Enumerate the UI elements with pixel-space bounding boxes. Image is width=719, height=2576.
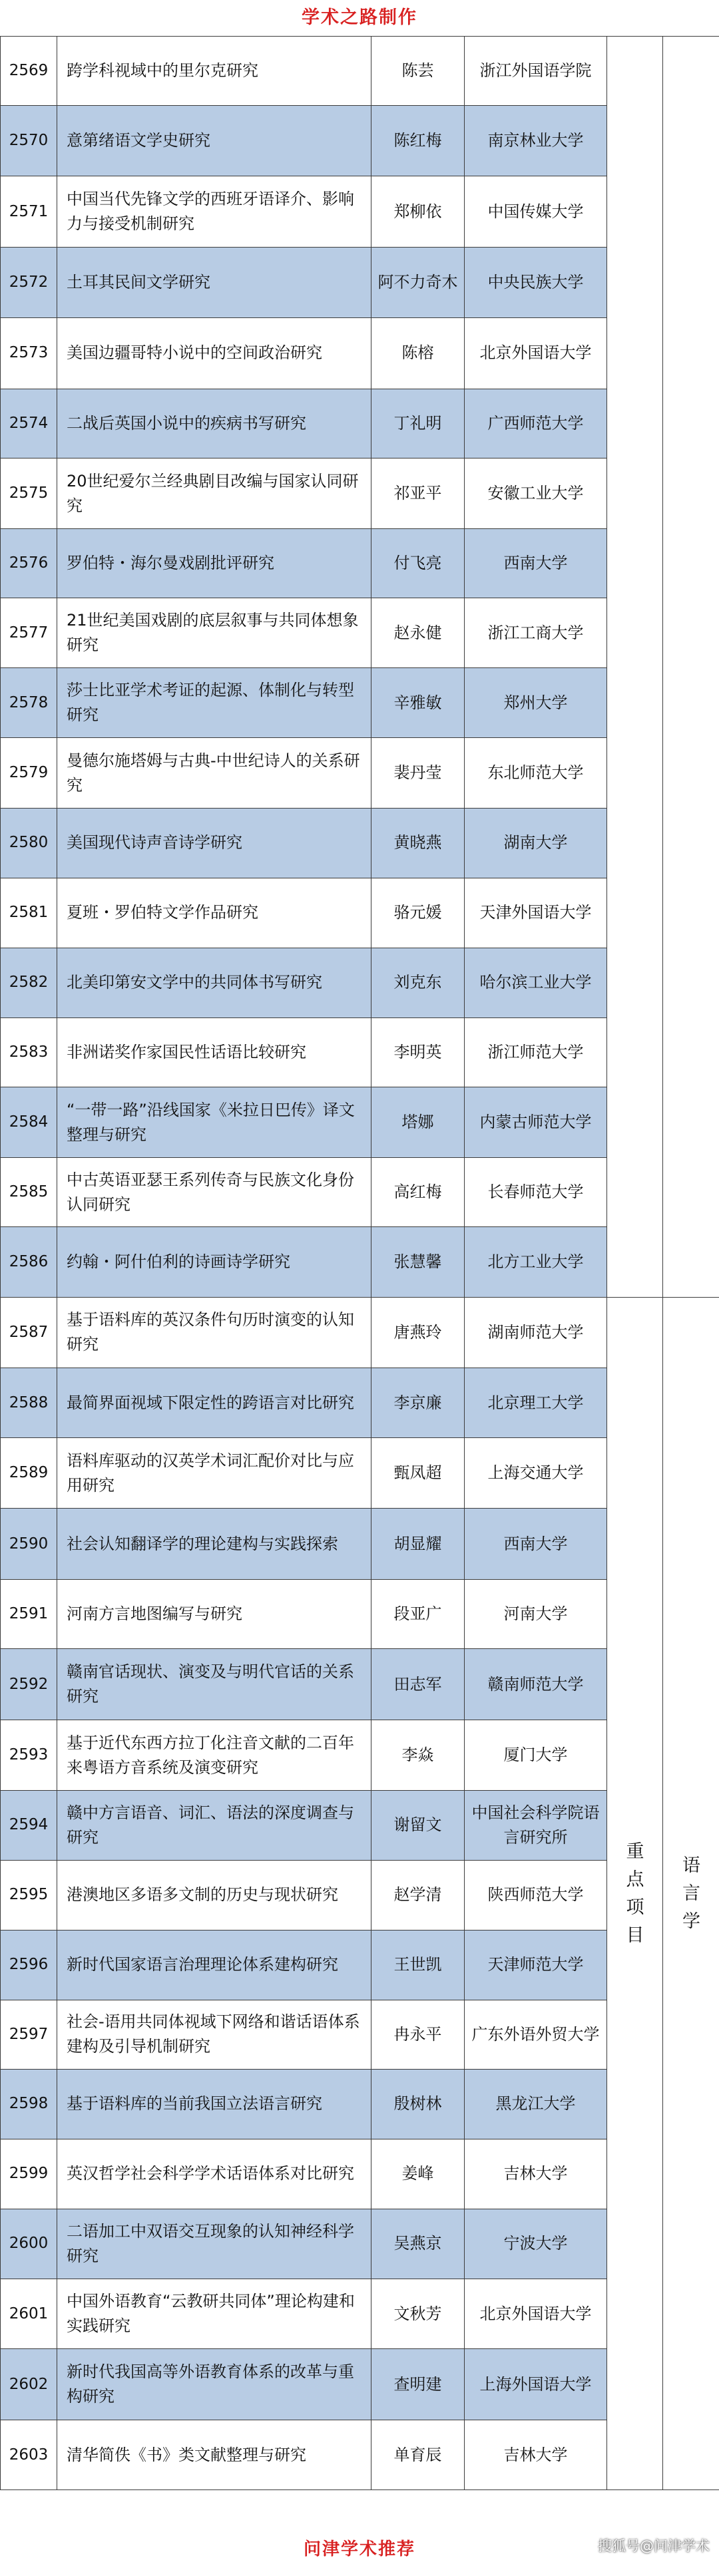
project-title: 赣中方言语音、词汇、语法的深度调查与研究 xyxy=(57,1791,371,1860)
project-leader: 辛雅敏 xyxy=(371,667,465,738)
project-leader: 查明建 xyxy=(371,2349,465,2420)
project-institution: 广西师范大学 xyxy=(465,389,607,458)
project-institution: 哈尔滨工业大学 xyxy=(465,948,607,1017)
project-leader: 陈榕 xyxy=(371,317,465,389)
project-number: 2589 xyxy=(1,1438,57,1509)
project-number: 2571 xyxy=(1,176,57,248)
project-title: 清华简佚《书》类文献整理与研究 xyxy=(57,2420,371,2490)
project-leader: 高红梅 xyxy=(371,1157,465,1226)
project-institution: 北方工业大学 xyxy=(465,1227,607,1298)
project-institution: 湖南师范大学 xyxy=(465,1298,607,1368)
project-institution: 浙江师范大学 xyxy=(465,1017,607,1087)
project-leader: 黄晓燕 xyxy=(371,809,465,878)
project-institution: 吉林大学 xyxy=(465,2139,607,2209)
project-institution: 宁波大学 xyxy=(465,2209,607,2279)
project-title: 社会认知翻译学的理论建构与实践探索 xyxy=(57,1509,371,1580)
project-title: 21世纪美国戏剧的底层叙事与共同体想象研究 xyxy=(57,598,371,667)
project-leader: 李京廉 xyxy=(371,1368,465,1438)
project-institution: 厦门大学 xyxy=(465,1720,607,1791)
project-leader: 吴燕京 xyxy=(371,2209,465,2279)
project-leader: 裴丹莹 xyxy=(371,738,465,809)
project-number: 2583 xyxy=(1,1017,57,1087)
project-leader: 李明英 xyxy=(371,1017,465,1087)
project-institution: 北京外国语大学 xyxy=(465,2279,607,2349)
project-institution: 赣南师范大学 xyxy=(465,1649,607,1720)
project-title: 赣南官话现状、演变及与明代官话的关系研究 xyxy=(57,1649,371,1720)
project-leader: 文秋芳 xyxy=(371,2279,465,2349)
project-number: 2591 xyxy=(1,1580,57,1649)
project-number: 2590 xyxy=(1,1509,57,1580)
project-title: 基于语料库的英汉条件句历时演变的认知研究 xyxy=(57,1298,371,1368)
project-leader: 付飞亮 xyxy=(371,528,465,598)
project-number: 2574 xyxy=(1,389,57,458)
project-title: 约翰・阿什伯利的诗画诗学研究 xyxy=(57,1227,371,1298)
project-leader: 祁亚平 xyxy=(371,459,465,529)
project-number: 2603 xyxy=(1,2420,57,2490)
project-title: 社会-语用共同体视域下网络和谐话语体系建构及引导机制研究 xyxy=(57,2000,371,2069)
project-title: 20世纪爱尔兰经典剧目改编与国家认同研究 xyxy=(57,459,371,529)
project-institution: 北京理工大学 xyxy=(465,1368,607,1438)
project-number: 2593 xyxy=(1,1720,57,1791)
project-institution: 黑龙江大学 xyxy=(465,2070,607,2139)
project-leader: 甄凤超 xyxy=(371,1438,465,1509)
project-number: 2588 xyxy=(1,1368,57,1438)
project-number: 2595 xyxy=(1,1860,57,1931)
project-institution: 浙江工商大学 xyxy=(465,598,607,667)
project-leader: 赵永健 xyxy=(371,598,465,667)
project-number: 2570 xyxy=(1,106,57,176)
project-institution: 河南大学 xyxy=(465,1580,607,1649)
project-title: 新时代我国高等外语教育体系的改革与重构研究 xyxy=(57,2349,371,2420)
project-number: 2598 xyxy=(1,2070,57,2139)
project-table xyxy=(0,36,719,2490)
project-title: 中古英语亚瑟王系列传奇与民族文化身份认同研究 xyxy=(57,1157,371,1226)
table-row xyxy=(1,37,719,106)
project-title: 意第绪语文学史研究 xyxy=(57,106,371,176)
project-leader: 段亚广 xyxy=(371,1580,465,1649)
project-title: 非洲诺奖作家国民性话语比较研究 xyxy=(57,1017,371,1087)
project-leader: 张慧馨 xyxy=(371,1227,465,1298)
project-number: 2578 xyxy=(1,667,57,738)
project-type-label: 重点项目 xyxy=(626,1841,644,1946)
project-table-container xyxy=(0,36,719,2490)
project-institution: 西南大学 xyxy=(465,528,607,598)
project-title: 最简界面视域下限定性的跨语言对比研究 xyxy=(57,1368,371,1438)
project-title: 曼德尔施塔姆与古典-中世纪诗人的关系研究 xyxy=(57,738,371,809)
project-number: 2597 xyxy=(1,2000,57,2069)
project-number: 2573 xyxy=(1,317,57,389)
project-title: 基于近代东西方拉丁化注音文献的二百年来粤语方音系统及演变研究 xyxy=(57,1720,371,1791)
project-institution: 内蒙古师范大学 xyxy=(465,1087,607,1158)
project-institution: 天津师范大学 xyxy=(465,1931,607,2000)
project-institution: 安徽工业大学 xyxy=(465,459,607,529)
project-institution: 东北师范大学 xyxy=(465,738,607,809)
project-leader: 王世凯 xyxy=(371,1931,465,2000)
project-institution: 天津外国语大学 xyxy=(465,878,607,948)
project-leader: 田志军 xyxy=(371,1649,465,1720)
project-number: 2594 xyxy=(1,1791,57,1860)
project-institution: 北京外国语大学 xyxy=(465,317,607,389)
project-institution: 浙江外国语学院 xyxy=(465,37,607,106)
project-institution: 郑州大学 xyxy=(465,667,607,738)
project-title: “一带一路”沿线国家《米拉日巴传》译文整理与研究 xyxy=(57,1087,371,1158)
project-leader: 陈芸 xyxy=(371,37,465,106)
project-title: 新时代国家语言治理理论体系建构研究 xyxy=(57,1931,371,2000)
project-leader: 殷树林 xyxy=(371,2070,465,2139)
project-title: 夏班・罗伯特文学作品研究 xyxy=(57,878,371,948)
table-row xyxy=(1,1298,719,1368)
project-title: 土耳其民间文学研究 xyxy=(57,248,371,318)
project-institution: 西南大学 xyxy=(465,1509,607,1580)
project-title: 英汉哲学社会科学学术话语体系对比研究 xyxy=(57,2139,371,2209)
project-title: 中国外语教育“云教研共同体”理论构建和实践研究 xyxy=(57,2279,371,2349)
page-header xyxy=(0,0,719,36)
project-leader: 郑柳依 xyxy=(371,176,465,248)
project-institution: 长春师范大学 xyxy=(465,1157,607,1226)
project-title: 港澳地区多语多文制的历史与现状研究 xyxy=(57,1860,371,1931)
project-title: 二语加工中双语交互现象的认知神经科学研究 xyxy=(57,2209,371,2279)
project-title: 二战后英国小说中的疾病书写研究 xyxy=(57,389,371,458)
page-footer xyxy=(0,2490,719,2576)
project-title: 中国当代先锋文学的西班牙语译介、影响力与接受机制研究 xyxy=(57,176,371,248)
project-leader: 骆元媛 xyxy=(371,878,465,948)
project-leader: 李焱 xyxy=(371,1720,465,1791)
project-number: 2579 xyxy=(1,738,57,809)
project-number: 2587 xyxy=(1,1298,57,1368)
project-number: 2585 xyxy=(1,1157,57,1226)
project-institution: 上海外国语大学 xyxy=(465,2349,607,2420)
project-table-body xyxy=(1,37,719,2490)
discipline-cell-top xyxy=(663,37,719,1298)
project-number: 2576 xyxy=(1,528,57,598)
project-institution: 陕西师范大学 xyxy=(465,1860,607,1931)
project-title: 美国现代诗声音诗学研究 xyxy=(57,809,371,878)
project-leader: 单育辰 xyxy=(371,2420,465,2490)
page-title: 学术之路制作 xyxy=(302,7,417,28)
project-number: 2582 xyxy=(1,948,57,1017)
project-type-cell xyxy=(607,1298,663,2490)
project-institution: 上海交通大学 xyxy=(465,1438,607,1509)
project-institution: 吉林大学 xyxy=(465,2420,607,2490)
project-number: 2584 xyxy=(1,1087,57,1158)
project-institution: 中国传媒大学 xyxy=(465,176,607,248)
project-title: 北美印第安文学中的共同体书写研究 xyxy=(57,948,371,1017)
project-number: 2575 xyxy=(1,459,57,529)
project-title: 跨学科视域中的里尔克研究 xyxy=(57,37,371,106)
project-title: 美国边疆哥特小说中的空间政治研究 xyxy=(57,317,371,389)
project-institution: 湖南大学 xyxy=(465,809,607,878)
project-institution: 南京林业大学 xyxy=(465,106,607,176)
watermark: 搜狐号@问津学术 xyxy=(598,2538,710,2554)
project-title: 河南方言地图编写与研究 xyxy=(57,1580,371,1649)
project-leader: 丁礼明 xyxy=(371,389,465,458)
project-number: 2599 xyxy=(1,2139,57,2209)
project-title: 语料库驱动的汉英学术词汇配价对比与应用研究 xyxy=(57,1438,371,1509)
project-number: 2601 xyxy=(1,2279,57,2349)
project-leader: 唐燕玲 xyxy=(371,1298,465,1368)
project-leader: 陈红梅 xyxy=(371,106,465,176)
project-leader: 胡显耀 xyxy=(371,1509,465,1580)
project-number: 2592 xyxy=(1,1649,57,1720)
project-institution: 中国社会科学院语言研究所 xyxy=(465,1791,607,1860)
project-leader: 阿不力奇木 xyxy=(371,248,465,318)
project-leader: 刘克东 xyxy=(371,948,465,1017)
project-leader: 塔娜 xyxy=(371,1087,465,1158)
project-number: 2572 xyxy=(1,248,57,318)
project-number: 2600 xyxy=(1,2209,57,2279)
project-title: 罗伯特・海尔曼戏剧批评研究 xyxy=(57,528,371,598)
project-institution: 中央民族大学 xyxy=(465,248,607,318)
project-number: 2580 xyxy=(1,809,57,878)
project-number: 2586 xyxy=(1,1227,57,1298)
project-number: 2581 xyxy=(1,878,57,948)
project-leader: 姜峰 xyxy=(371,2139,465,2209)
project-title: 莎士比亚学术考证的起源、体制化与转型研究 xyxy=(57,667,371,738)
project-number: 2602 xyxy=(1,2349,57,2420)
project-number: 2577 xyxy=(1,598,57,667)
project-institution: 广东外语外贸大学 xyxy=(465,2000,607,2069)
project-leader: 冉永平 xyxy=(371,2000,465,2069)
project-leader: 赵学清 xyxy=(371,1860,465,1931)
project-number: 2569 xyxy=(1,37,57,106)
project-number: 2596 xyxy=(1,1931,57,2000)
discipline-label: 语言学 xyxy=(682,1855,700,1932)
project-leader: 谢留文 xyxy=(371,1791,465,1860)
footer-title: 问津学术推荐 xyxy=(303,2539,415,2559)
project-title: 基于语料库的当前我国立法语言研究 xyxy=(57,2070,371,2139)
discipline-cell xyxy=(663,1298,719,2490)
project-type-cell-top xyxy=(607,37,663,1298)
